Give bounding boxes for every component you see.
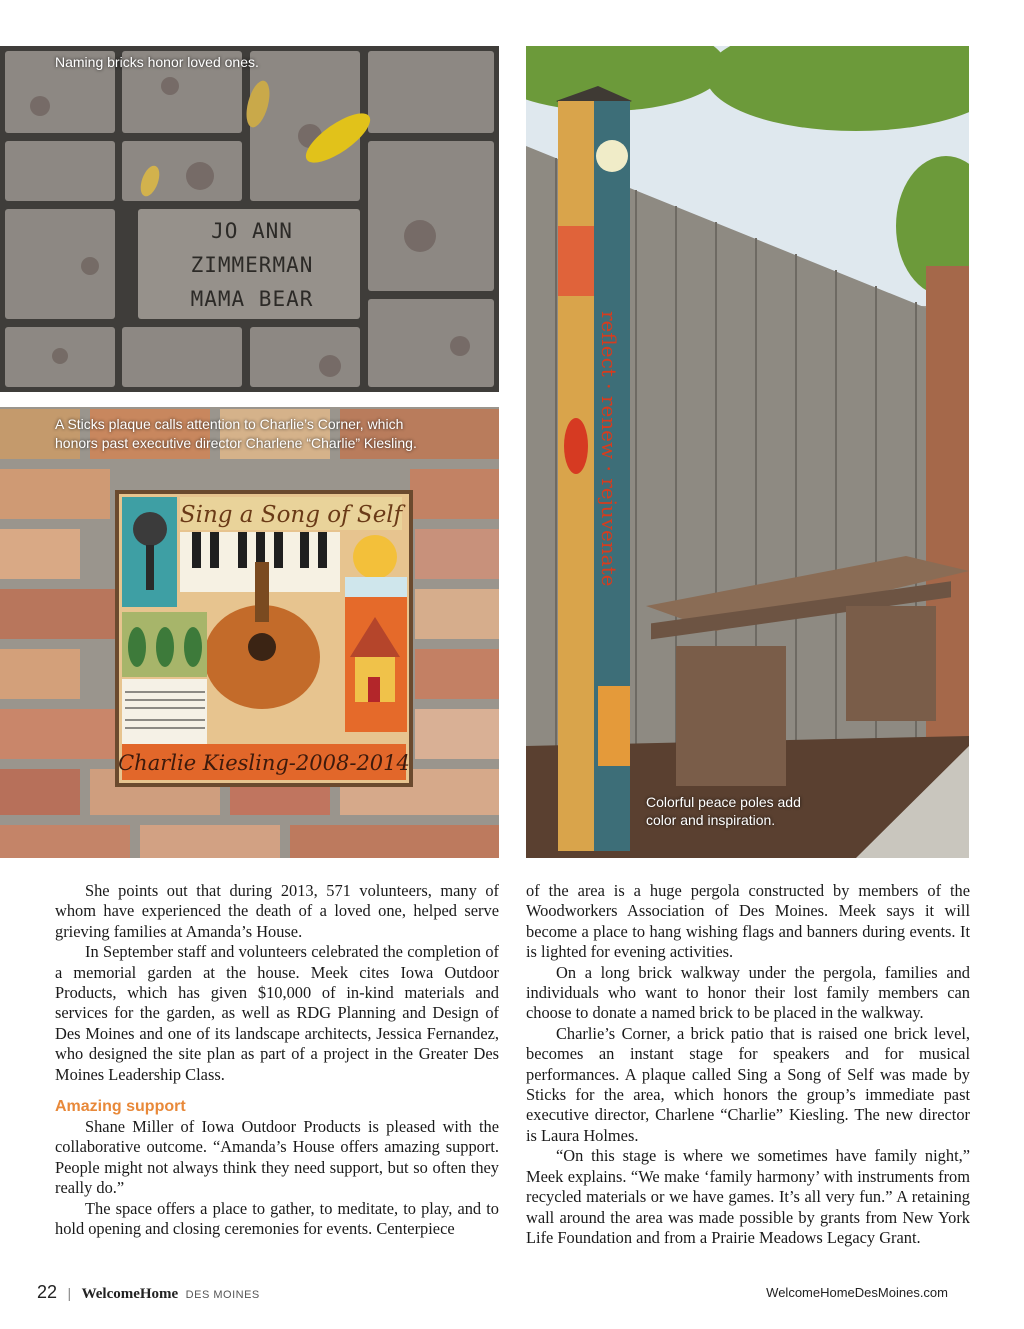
left-paragraph-1: She points out that during 2013, 571 volunteers, many of whom have experienced the death of a loved one, helped serve grieving families at Amanda’s House. [55,881,499,941]
brick-caption: Naming bricks honor loved ones. [55,54,259,70]
magazine-city: DES MOINES [185,1289,260,1301]
plaque-caption-line-1: A Sticks plaque calls attention to Charlie’s Corner, which [55,416,404,432]
section-heading: Amazing support [55,1098,186,1116]
right-paragraph-3: Charlie’s Corner, a brick patio that is raised one brick level, becomes an instant stage for speakers and for musical performances. A plaque called Sing a Song of Self was made by Sticks for the area, which honors the group’s immediate past executive director, Charlene “Charlie” Kiesling. The new director is Laura Holmes. [526,1023,970,1145]
article-right-column [526,881,970,1248]
right-paragraph-2: On a long brick walkway under the pergola, families and individuals who want to honor their lost family members can choose to donate a named brick to be placed in the walkway. [526,962,970,1023]
brick-photo-image [0,46,499,392]
pole-caption-line-2: color and inspiration. [646,812,776,828]
magazine-name: WelcomeHome [81,1286,179,1302]
page-number: 22 [37,1282,58,1302]
left-paragraph-4: The space offers a place to gather, to meditate, to play, and to hold opening and closing ceremonies for events. Centerpiece [55,1198,499,1239]
left-paragraph-2: In September staff and volunteers celebrated the completion of a memorial garden at the house. Meek cites Iowa Outdoor Products, which has given $10,000 of in-kind materials and services for the garden, as well as RDG Planning and Design of Des Moines and one of its landscape architects, Jessica Fernandez, who designed the site plan as part of a project in the Greater Des Moines Leadership Class. [55,942,499,1084]
plaque-photo [0,407,499,858]
article-left-column [55,881,499,1240]
brick-photo [0,46,499,392]
brick-line-3: MAMA BEAR [190,287,314,311]
pole-photo [526,46,969,858]
footer-separator: | [67,1285,72,1301]
right-paragraph-1: of the area is a huge pergola constructed by members of the Woodworkers Association of Des Moines. Meek says it will become a place to hang wishing flags and banners during events. It is lighted for evening activities. [526,881,970,962]
plaque-photo-image [0,407,499,858]
website-link[interactable]: WelcomeHomeDesMoines.com [766,1285,948,1300]
brick-line-1: JO ANN [211,219,293,243]
right-paragraph-4: “On this stage is where we sometimes have family night,” Meek explains. “We make ‘family harmony’ with instruments from recycled materials or we have games. It’s all very fun.” A retaining wall around the area was made possible by grants from New York Life Foundation and from a Prairie Meadows Legacy Grant. [526,1146,970,1247]
pole-photo-image [526,46,969,858]
left-paragraph-3: Shane Miller of Iowa Outdoor Products is pleased with the collaborative outcome. “Amanda’s House offers amazing support. People might not always think they need support, but so often they really do.” [55,1117,499,1198]
plaque-footer: Charlie Kiesling-2008-2014 [118,751,410,775]
page-footer-left [37,1282,260,1303]
pole-caption-line-1: Colorful peace poles add [646,794,801,810]
plaque-caption-line-2: honors past executive director Charlene “Charlie” Kiesling. [55,435,417,451]
brick-line-2: ZIMMERMAN [190,253,314,277]
plaque-title: Sing a Song of Self [179,502,403,528]
pole-text: reflect · renew · rejuvenate [597,311,621,587]
